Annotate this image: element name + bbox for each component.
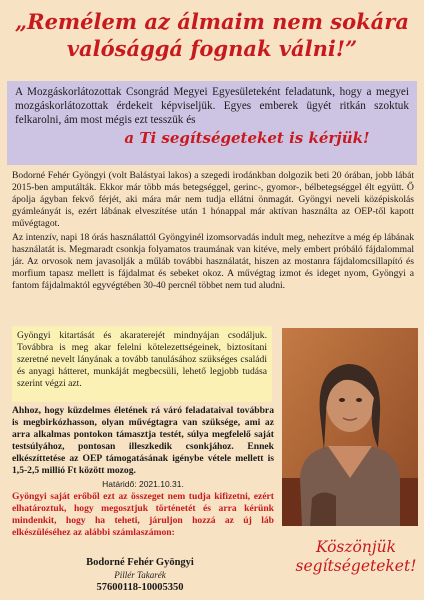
portrait-photo (282, 328, 418, 526)
story-paragraph-2: Az intenzív, napi 18 órás használattól Gyöngyinél izomsorvadás indult meg, nehezítve a még ép lábának használatát is. Megmaradt csonkja folyamatos traumának van kitéve, mely embert próbáló fájdalommal jár. Az orvosok nem javasolják a műláb további használatát, hiszen az mostanra fájdalomcsillapító és morfium tapasz mellett is fájdalmat és sebeket okoz. A művégtag izmot és ideget nyom, Gyöngyi a fantom fájdalmaktól egyvégtében 30-40 percnél többet nem tud aludni. (12, 232, 414, 292)
donation-request: Gyöngyi saját erőből ezt az összeget nem tudja kifizetni, ezért elhatároztuk, hogy megosztjuk történetét és arra kérünk mindenkit, hogy ha teheti, járuljon hozzá az új láb elkészüléséhez az alábbi számlaszámon: (12, 491, 274, 538)
story-paragraph-1: Bodorné Fehér Gyöngyi (volt Balástyai lakos) a szegedi irodánkban dolgozik beti 20 órában, jobb lábát 2015-ben amputálták. Ekkor már több más betegséggel, gerinc-, gyomor-, bélbetegséggel élt együtt. Ő ápolja ágyban fekvő férjét, aki mára már nem tudja ellátni önmagát. Gyöngyi neveli középiskolás gyámleányát is, ezért lábának elveszítése után 1 hónappal már aktívan használta az OEP-től kapott művégtagot. (12, 170, 414, 230)
intro-box (7, 81, 417, 165)
admiration-box: Gyöngyi kitartását és akaraterejét mindnyájan csodáljuk. Továbbra is meg akar felelni kötelezettségeinek, biztosítani szeretné nevelt lányának a tovább tanulásához szükséges családi és anyagi hátteret, munkáját megbecsüli, lehető legjobb tudása szerint végzi azt. (12, 326, 272, 402)
portrait-illustration (282, 328, 418, 526)
bank-account (60, 556, 220, 594)
intro-text: A Mozgáskorlátozottak Csongrád Megyei Egyesületeként feladatunk, hogy a megyei mozgáskorlátozottak érdekeit képviseljük. Egyes emberek ügyét ritkán szoktuk felkarolni, ám most mégis ezt tesszük és (15, 86, 409, 126)
account-holder: Bodorné Fehér Gyöngyi (86, 557, 194, 568)
page-title: „Remélem az álmaim nem sokára valósággá fognak válni!” (15, 9, 409, 61)
need-paragraph: Ahhoz, hogy küzdelmes életének rá váró feladataival továbbra is megbirkózhasson, olyan művégtagra van szüksége, ami az arra alkalmas pontokon támasztja testét, súlya megfelelő saját testsúlyához, pontosan illeszkedik csonkjához. Ennek elkészíttetése az OEP támogatásának igénybe vétele mellett is 1,5-2,5 millió Ft között mozog. (12, 405, 274, 476)
thank-you-note: Köszönjük segítségeteket! (295, 538, 417, 575)
bank-name: Pillér Takarék (114, 570, 166, 580)
appeal-heading: a Ti segítségeteket is kérjük! (124, 129, 370, 147)
account-number: 57600118-10005350 (96, 582, 184, 593)
deadline: Határidő: 2021.10.31. (102, 479, 184, 489)
